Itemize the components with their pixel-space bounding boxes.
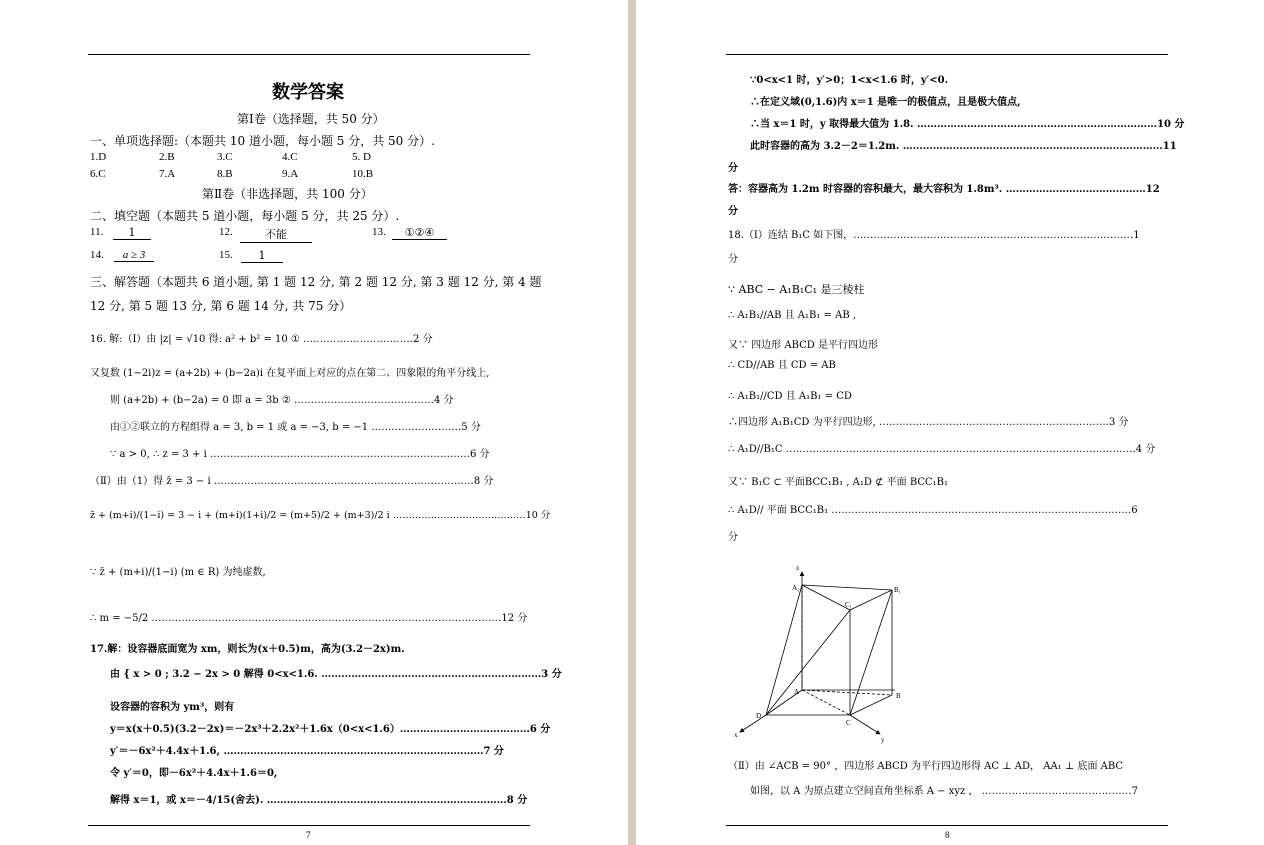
q17-line: y＝x(x＋0.5)(3.2－2x)＝－2x³＋2.2x²＋1.6x（0<x<1.6）…………………………………6 分	[110, 724, 551, 735]
choice-item: 1.D	[90, 151, 107, 163]
part1-heading: 第Ⅰ卷（选择题，共 50 分）	[237, 112, 385, 126]
left-page	[0, 0, 628, 845]
q17-line: 解得 x＝1，或 x＝－4/15(舍去). ………………………………………………………………8 分	[110, 795, 528, 806]
answer-line: ∴ A₁B₁//CD 且 A₁B₁ = CD	[728, 391, 852, 402]
section3-heading-line1: 三、解答题（本题共 6 道小题, 第 1 题 12 分, 第 2 题 12 分, 第 3 题 12 分, 第 4 题	[90, 275, 542, 289]
figure-label: B₁	[894, 586, 902, 594]
answer-line: ∵0<x<1 时，y′>0；1<x<1.6 时，y′<0.	[750, 75, 949, 86]
answer-line: 分	[728, 206, 738, 217]
answer-line: 分	[728, 532, 738, 543]
q16-line: ∵ z̄ + (m+i)/(1−i) (m ∈ R) 为纯虚数,	[90, 567, 266, 578]
fill-number: 12.	[219, 226, 233, 238]
header-rule	[88, 54, 530, 55]
figure-label: C	[846, 719, 851, 727]
answer-line: 如图，以 A 为原点建立空间直角坐标系 A − xyz ， ………………………………………7	[750, 786, 1138, 797]
q16-line: 16. 解:（Ⅰ）由 |z| = √10 得: a² + b² = 10 ① ……………………………2 分	[90, 334, 433, 345]
figure-label: A₁	[792, 584, 800, 592]
fill-answer: 1	[241, 249, 283, 263]
right-page	[636, 0, 1264, 845]
fill-number: 14.	[90, 249, 104, 261]
answer-line: ∴当 x＝1 时，y 取得最大值为 1.8. ………………………………………………………………10 分	[750, 119, 1185, 130]
figure-label: A	[794, 688, 800, 696]
q17-line: y′＝－6x²＋4.4x＋1.6, ……………………………………………………………………7 分	[110, 746, 504, 757]
page-title: 数学答案	[272, 82, 344, 103]
answer-line: （Ⅱ）由 ∠ACB = 90° ，四边形 ABCD 为平行四边形得 AC ⊥ AD， AA₁ ⊥ 底面 ABC	[728, 761, 1124, 772]
choice-item: 4.C	[282, 151, 298, 163]
answer-line: ∴ A₁D//B₁C ……………………………………………………………………………………………4 分	[728, 444, 1156, 455]
q17-line: 令 y′＝0，即－6x²＋4.4x＋1.6＝0,	[110, 768, 278, 779]
figure-label: z	[796, 564, 800, 572]
q16-line: ∵ a > 0, ∴ z = 3 + i ……………………………………………………………………6 分	[110, 449, 490, 460]
choice-item: 3.C	[217, 151, 233, 163]
section1-heading: 一、单项选择题:（本题共 10 道小题，每小题 5 分，共 50 分）.	[90, 134, 435, 148]
answer-line: ∴四边形 A₁B₁CD 为平行四边形, ……………………………………………………………3 分	[728, 417, 1129, 428]
fill-answer: ①②④	[392, 226, 447, 240]
answer-line: ∵ ABC − A₁B₁C₁ 是三棱柱	[728, 283, 865, 296]
answer-line: 又∵ B₁C ⊂ 平面BCC₁B₁ , A₁D ⊄ 平面 BCC₁B₁	[728, 477, 949, 488]
answer-line: ∴ CD//AB 且 CD = AB	[728, 360, 836, 371]
q16-line: 则 (a+2b) + (b−2a) = 0 即 a = 3b ② ……………………………………4 分	[110, 395, 454, 406]
footer-rule	[88, 825, 530, 826]
answer-line: 答：容器高为 1.2m 时容器的容积最大，最大容积为 1.8m³. ……………………………………12	[728, 184, 1160, 195]
choice-item: 2.B	[159, 151, 175, 163]
page-divider	[628, 0, 636, 845]
q17-line: 设容器的容积为 ym³，则有	[110, 702, 235, 713]
choice-item: 7.A	[159, 168, 176, 180]
answer-line: 又∵ 四边形 ABCD 是平行四边形	[728, 340, 878, 351]
choice-item: 10.B	[352, 168, 374, 180]
figure-label: B	[896, 692, 901, 700]
answer-line: 分	[728, 163, 738, 174]
q16-line: 又复数 (1−2i)z = (a+2b) + (b−2a)i 在复平面上对应的点在第二、四象限的角平分线上,	[90, 368, 490, 379]
q17-line: 由 { x > 0 ; 3.2 − 2x > 0 解得 0<x<1.6. …………………………………………………………3 分	[110, 669, 562, 680]
answer-line: 分	[728, 254, 738, 265]
header-rule	[726, 54, 1168, 55]
answer-line: 此时容器的高为 3.2－2＝1.2m. ……………………………………………………………………11	[750, 141, 1177, 152]
q16-line: 由①②联立的方程组得 a = 3, b = 1 或 a = −3, b = −1 ………………………5 分	[110, 422, 481, 433]
figure-label: x	[734, 731, 738, 739]
choice-item: 6.C	[90, 168, 106, 180]
part2-heading: 第Ⅱ卷（非选择题，共 100 分）	[202, 187, 373, 201]
choice-item: 9.A	[282, 168, 299, 180]
prism-figure	[732, 560, 902, 745]
q17-line: 17.解：设容器底面宽为 xm，则长为(x＋0.5)m，高为(3.2－2x)m.	[90, 644, 405, 655]
q16-line: z̄ + (m+i)/(1−i) = 3 − i + (m+i)(1+i)/2 = (m+5)/2 + (m+3)/2 i ……………………………………10 分	[90, 510, 551, 521]
page-number: 8	[945, 830, 950, 840]
section3-heading-line2: 12 分, 第 5 题 13 分, 第 6 题 14 分, 共 75 分）	[90, 299, 352, 313]
section2-heading: 二、填空题（本题共 5 道小题，每小题 5 分，共 25 分）.	[90, 209, 400, 223]
choice-item: 5. D	[352, 151, 371, 163]
fill-number: 13.	[372, 226, 386, 238]
q16-line: ∴ m = −5/2 ……………………………………………………………………………………………12 分	[90, 613, 528, 624]
choice-item: 8.B	[217, 168, 233, 180]
figure-label: D	[756, 712, 762, 720]
answer-line: ∴在定义域(0,1.6)内 x＝1 是唯一的极值点，且是极大值点,	[750, 97, 1021, 108]
figure-label: y	[881, 736, 885, 744]
figure-label: C₁	[845, 601, 853, 609]
fill-answer: 1	[113, 226, 151, 240]
fill-number: 11.	[90, 226, 104, 238]
fill-answer: a ≥ 3	[114, 249, 154, 262]
fill-answer: 不能	[240, 226, 312, 243]
fill-number: 15.	[219, 249, 233, 261]
answer-line: ∴ A₁B₁//AB 且 A₁B₁ = AB ,	[728, 310, 857, 321]
q16-line: （Ⅱ）由（1）得 z̄ = 3 − i ……………………………………………………………………8 分	[90, 476, 494, 487]
answer-line: 18.（Ⅰ）连结 B₁C 如下图，…………………………………………………………………………1	[728, 230, 1140, 241]
page-number: 7	[306, 830, 311, 840]
answer-line: ∴ A₁D// 平面 BCC₁B₁ ………………………………………………………………………………6	[728, 505, 1138, 516]
footer-rule	[726, 825, 1168, 826]
